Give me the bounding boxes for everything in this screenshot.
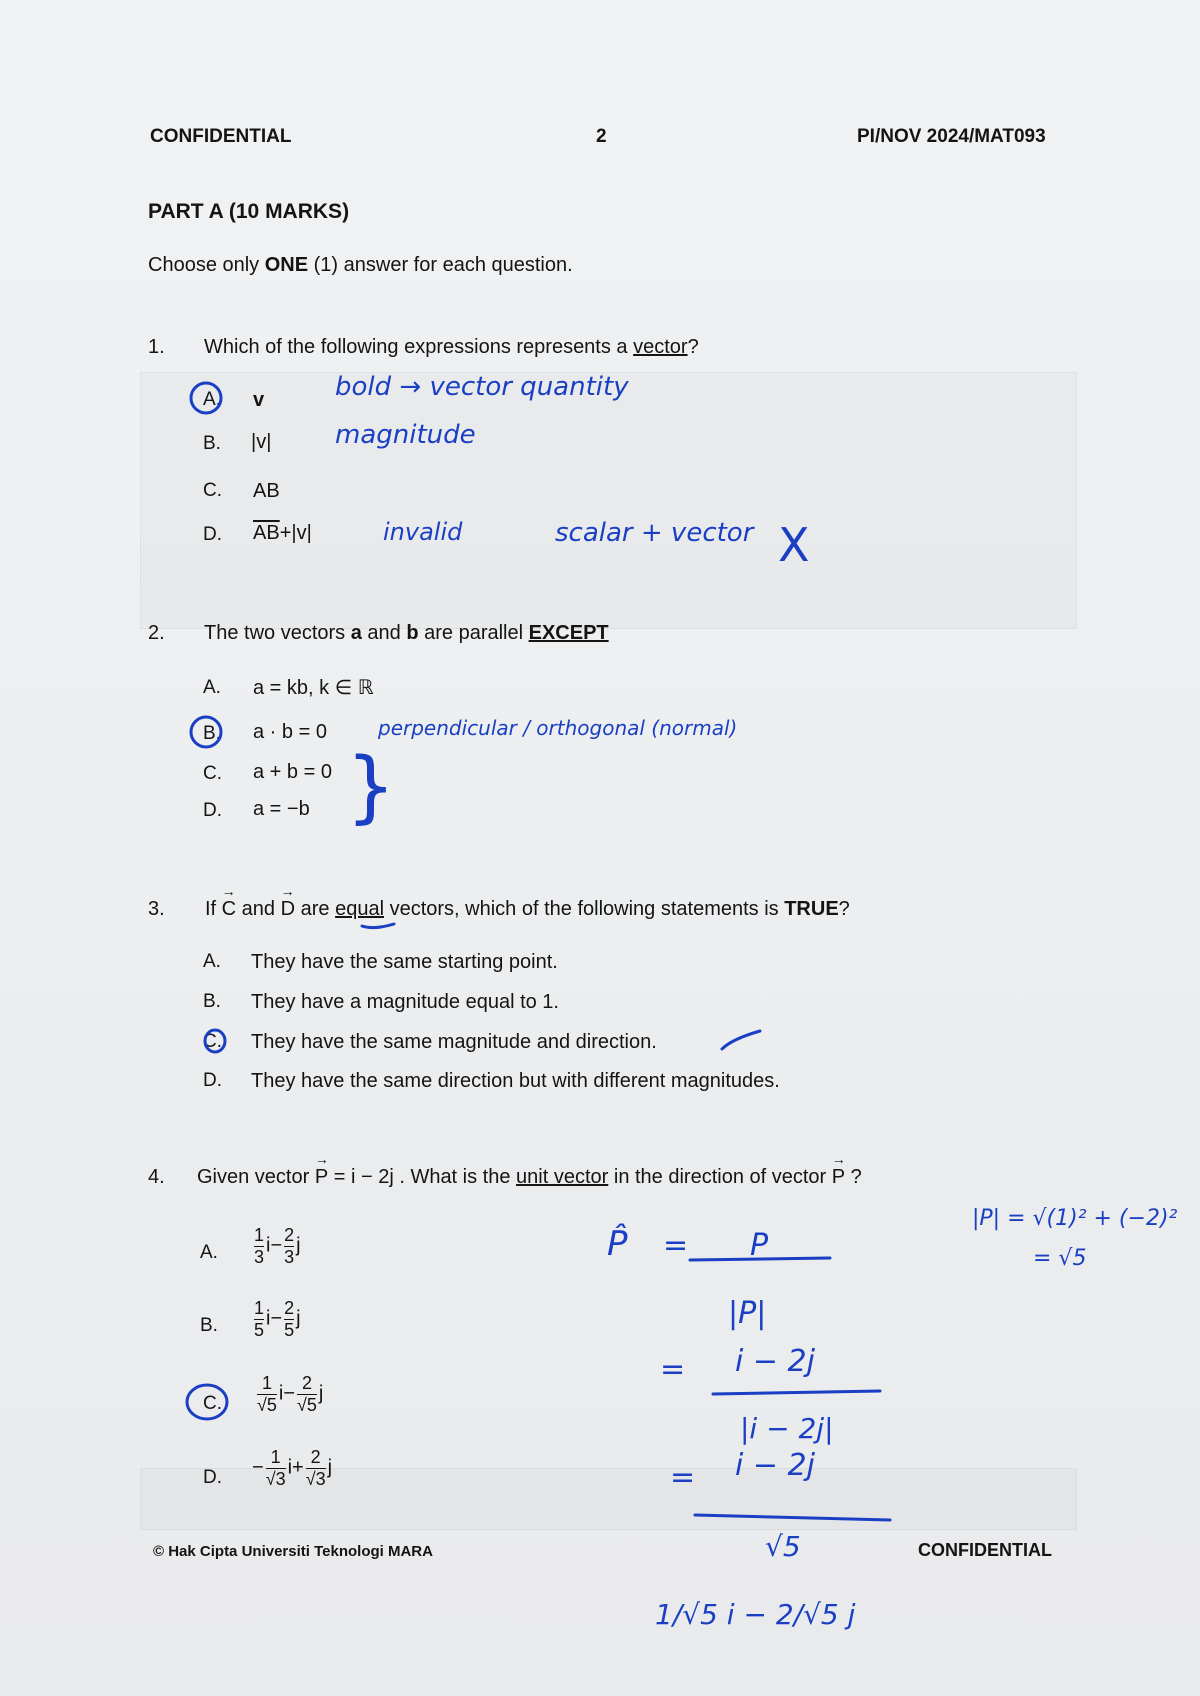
option-expr — [255, 1374, 323, 1415]
handwritten-equals: = — [670, 1460, 696, 1495]
vector-c: → C — [222, 898, 236, 921]
question-text: and — [236, 898, 281, 920]
handwritten-eq-num: i − 2j — [735, 1344, 815, 1379]
operator: + — [292, 1456, 304, 1479]
instruction-text: (1) answer for each question. — [308, 254, 573, 276]
option-label[interactable]: A. — [203, 677, 221, 698]
handwritten-note: scalar + vector — [555, 518, 754, 548]
question-text: = i − 2j . What is the — [328, 1166, 517, 1188]
numerator: 2 — [284, 1298, 295, 1318]
footer-confidential: CONFIDENTIAL — [918, 1540, 1052, 1560]
question-text: Given vector — [197, 1166, 315, 1188]
handwritten-eq-num: P — [750, 1228, 769, 1263]
option-label[interactable]: D. — [203, 800, 222, 821]
question-text: and — [361, 622, 407, 644]
denominator: 5 — [254, 1319, 265, 1340]
numerator: 1 — [270, 1447, 281, 1467]
numerator: 2 — [301, 1373, 312, 1393]
fraction — [254, 1226, 264, 1267]
part-title: PART A (10 MARKS) — [148, 200, 350, 223]
question-text: ? — [838, 898, 850, 920]
option-expr: v — [253, 389, 265, 411]
unit-i: i — [266, 1307, 271, 1330]
fraction-bar — [713, 1391, 880, 1394]
option-expr — [253, 522, 312, 545]
operator: − — [270, 1234, 283, 1257]
option-label[interactable]: C. — [203, 1031, 222, 1052]
option-expr — [252, 1299, 301, 1340]
numerator: 2 — [284, 1225, 295, 1245]
handwritten-final-answer: 1/√5 i − 2/√5 j — [655, 1598, 856, 1631]
header-confidential: CONFIDENTIAL — [150, 126, 292, 147]
option-text: They have the same direction but with different magnitudes. — [251, 1070, 780, 1092]
unit-j: j — [327, 1456, 333, 1479]
unit-j: j — [296, 1234, 301, 1257]
handwritten-equals: = — [663, 1228, 689, 1263]
question-4-text — [197, 1166, 862, 1189]
handwritten-magnitude: = √5 — [1033, 1246, 1087, 1271]
handwritten-brace: } — [346, 742, 396, 832]
bleed-through-box — [140, 372, 1077, 629]
option-label[interactable]: A. — [203, 389, 221, 410]
denominator: 3 — [284, 1246, 295, 1267]
fraction — [266, 1448, 286, 1489]
question-text: vectors, which of the following statements is — [384, 898, 785, 920]
question-underlined: unit vector — [516, 1166, 609, 1188]
fraction — [284, 1226, 294, 1267]
numerator: 1 — [261, 1373, 272, 1393]
handwritten-note: magnitude — [335, 420, 476, 450]
question-2-text — [204, 622, 609, 645]
numerator: 1 — [254, 1298, 265, 1318]
question-underlined: equal — [335, 898, 385, 920]
vector-a: a — [350, 622, 362, 644]
handwritten-x: X — [778, 518, 810, 572]
fraction — [297, 1374, 317, 1415]
except-word: EXCEPT — [528, 622, 609, 644]
vector-b: b — [406, 622, 419, 644]
handwritten-eq-num: i − 2j — [735, 1448, 815, 1483]
option-label[interactable]: B. — [203, 723, 221, 744]
option-label[interactable]: C. — [203, 480, 222, 501]
vector-p: → P — [315, 1166, 328, 1189]
unit-i: i — [278, 1382, 284, 1405]
tick-mark — [722, 1031, 760, 1049]
option-label[interactable]: C. — [203, 763, 222, 784]
unit-i: i — [266, 1234, 271, 1257]
denominator: √3 — [265, 1468, 286, 1489]
option-label[interactable]: D. — [203, 524, 222, 545]
numerator: 2 — [310, 1447, 321, 1467]
question-3-text — [205, 898, 850, 921]
option-expr: a = kb, k ∈ ℝ — [253, 677, 374, 699]
denominator: √5 — [257, 1394, 277, 1415]
handwritten-note: invalid — [383, 518, 463, 546]
question-number: 1. — [148, 336, 165, 358]
instruction-bold: ONE — [264, 254, 309, 276]
option-expr-part: +|v| — [279, 522, 312, 544]
option-expr: AB — [253, 480, 280, 502]
vector-d: → D — [281, 898, 295, 921]
denominator: 5 — [284, 1319, 295, 1340]
question-text: are — [295, 898, 336, 920]
question-text: ? — [845, 1166, 862, 1188]
vector-ab: $\overline{AB}$ — [253, 522, 280, 544]
page-number: 2 — [596, 126, 607, 147]
handwritten-eq-den: |P| — [728, 1296, 767, 1331]
fraction — [254, 1299, 264, 1340]
instruction — [148, 254, 573, 277]
question-1-text — [204, 336, 699, 359]
handwritten-note: perpendicular / orthogonal (normal) — [378, 716, 738, 740]
unit-i: i — [287, 1456, 293, 1479]
option-text: They have the same magnitude and direction. — [251, 1031, 657, 1053]
option-label[interactable]: B. — [203, 433, 221, 454]
handwritten-eq-den: √5 — [765, 1530, 801, 1563]
option-label[interactable]: A. — [203, 951, 221, 972]
question-number: 3. — [148, 898, 165, 920]
question-text: ? — [687, 336, 699, 358]
handwritten-eq-den: |i − 2j| — [740, 1412, 834, 1445]
option-label[interactable]: B. — [200, 1315, 218, 1336]
handwritten-p-hat: P̂ — [607, 1224, 628, 1264]
option-text: They have a magnitude equal to 1. — [251, 991, 559, 1013]
fraction — [306, 1448, 326, 1489]
vector-p: → P — [832, 1166, 845, 1189]
option-label[interactable]: D. — [203, 1070, 222, 1091]
option-expr: a = −b — [253, 798, 310, 820]
question-number: 2. — [148, 622, 165, 644]
question-underlined: vector — [633, 336, 688, 358]
unit-j: j — [296, 1307, 301, 1330]
option-label[interactable]: D. — [203, 1467, 222, 1488]
numerator: 1 — [254, 1225, 265, 1245]
option-expr — [252, 1448, 332, 1489]
handwritten-magnitude: |P| = √(1)² + (−2)² — [972, 1206, 1178, 1231]
option-expr: a + b = 0 — [253, 761, 332, 783]
option-label[interactable]: B. — [203, 991, 221, 1012]
true-word: TRUE — [784, 898, 839, 920]
footer-copyright: © Hak Cipta Universiti Teknologi MARA — [153, 1543, 433, 1560]
paper-code: PI/NOV 2024/MAT093 — [857, 126, 1046, 147]
denominator: √5 — [297, 1394, 317, 1415]
operator: − — [270, 1307, 283, 1330]
fraction — [284, 1299, 294, 1340]
denominator: 3 — [254, 1246, 265, 1267]
handwritten-note: bold → vector quantity — [335, 372, 629, 402]
sign: − — [252, 1456, 264, 1479]
option-label[interactable]: C. — [203, 1393, 222, 1414]
question-number: 4. — [148, 1166, 165, 1188]
denominator: √3 — [305, 1468, 326, 1489]
operator: − — [283, 1382, 296, 1405]
unit-j: j — [318, 1382, 324, 1405]
question-text: If — [205, 898, 222, 920]
question-text: in the direction of vector — [608, 1166, 832, 1188]
fraction — [257, 1374, 277, 1415]
option-label[interactable]: A. — [200, 1242, 218, 1263]
underline-stroke — [362, 924, 394, 928]
question-text: are parallel — [418, 622, 529, 644]
instruction-text: Choose only — [148, 254, 265, 276]
option-expr — [252, 1226, 301, 1267]
question-text: Which of the following expressions represents a — [204, 336, 634, 358]
option-text: They have the same starting point. — [251, 951, 558, 973]
option-expr: a · b = 0 — [253, 721, 327, 743]
handwritten-equals: = — [660, 1352, 686, 1387]
question-text: The two vectors — [204, 622, 351, 644]
option-expr: |v| — [251, 431, 272, 453]
